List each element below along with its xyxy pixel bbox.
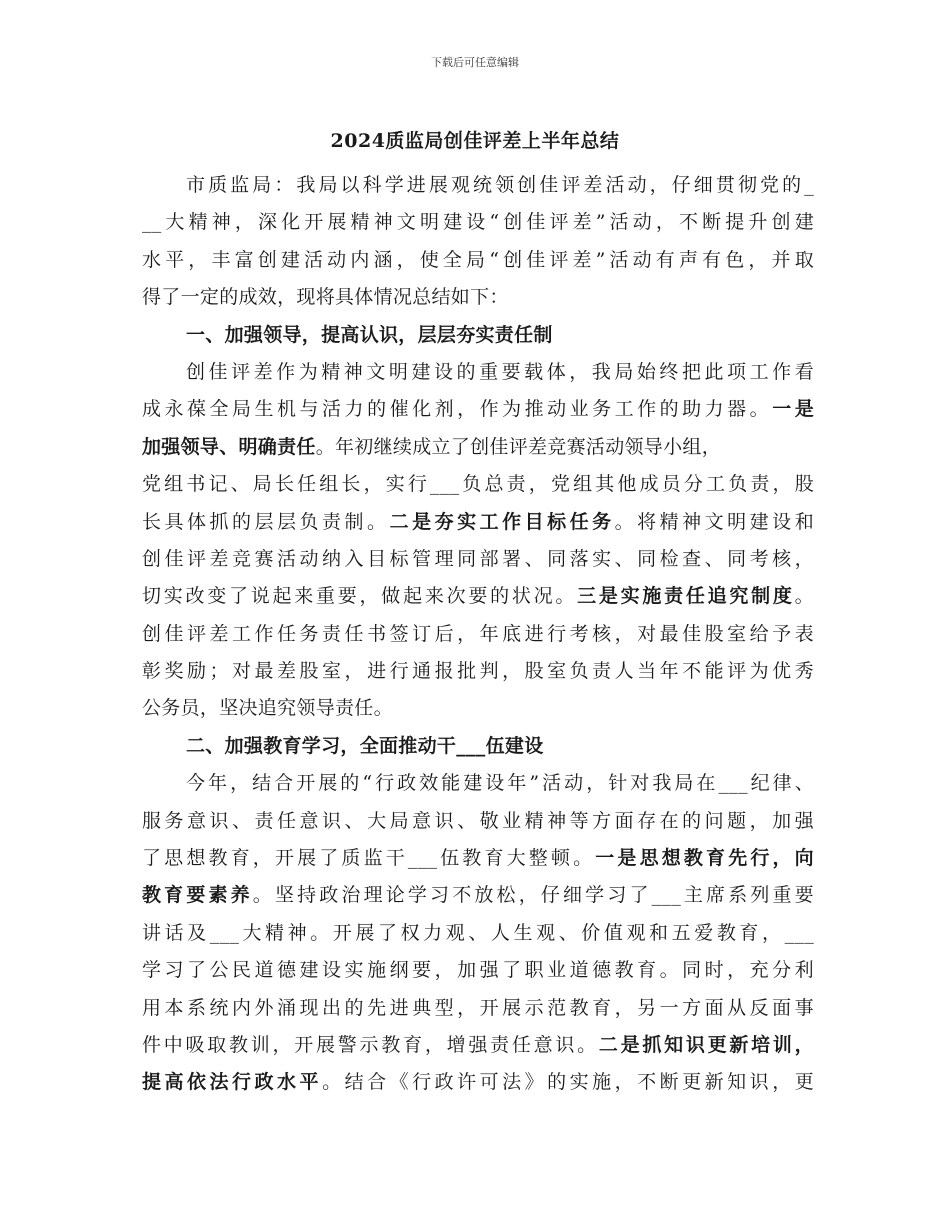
text-segment: 水平，丰富创建活动内涵，使全局“创佳评差”活动有声有色，并取 xyxy=(142,248,814,271)
text-line xyxy=(142,990,814,1027)
text-segment: 彰奖励；对最差股室，进行通报批判，股室负责人当年不能评为优秀 xyxy=(142,660,814,683)
text-segment: 讲话及___大精神。开展了权力观、人生观、价值观和五爱教育，___ xyxy=(142,921,814,944)
text-segment: 今年，结合开展的“行政效能建设年”活动，针对我局在___纪律、 xyxy=(186,772,814,795)
text-line xyxy=(142,466,814,503)
text-line xyxy=(142,578,814,615)
text-line xyxy=(142,541,814,578)
text-segment: 了思想教育，开展了质监干___伍教育大整顿。 xyxy=(142,847,596,870)
text-line xyxy=(142,803,814,840)
text-line xyxy=(142,653,814,690)
bold-text-segment: 一是思想教育先行，向 xyxy=(595,847,814,870)
text-line xyxy=(142,728,814,765)
text-segment: 创佳评差工作任务责任书签订后，年底进行考核，对最佳股室给予表 xyxy=(142,622,814,645)
text-segment: 党组书记、局长任组长，实行___负总责，党组其他成员分工负责，股 xyxy=(142,473,814,496)
bold-text-segment: 二是抓知识更新培训， xyxy=(598,1033,814,1056)
text-line xyxy=(142,840,814,877)
text-segment: 切实改变了说起来重要，做起来次要的状况。 xyxy=(142,585,578,608)
text-segment: 。 xyxy=(794,585,814,608)
text-segment: 服务意识、责任意识、大局意识、敬业精神等方面存在的问题，加强 xyxy=(142,809,814,832)
text-segment: 成永葆全局生机与活力的催化剂，作为推动业务工作的助力器。 xyxy=(142,398,773,421)
text-segment: 长具体抓的层层负责制。 xyxy=(142,510,390,533)
text-segment: 公务员，坚决追究领导责任。 xyxy=(142,697,393,720)
text-segment: 。将精神文明建设和 xyxy=(614,510,814,533)
text-segment: 学习了公民道德建设实施纲要，加强了职业道德教育。同时，充分利 xyxy=(142,959,814,982)
text-segment: 。结合《行政许可法》的实施，不断更新知识，更 xyxy=(322,1071,814,1094)
text-line xyxy=(142,616,814,653)
bold-text-segment: 教育要素养 xyxy=(142,884,253,907)
text-line xyxy=(142,504,814,541)
text-line xyxy=(142,391,814,428)
document-title: 2024质监局创佳评差上半年总结 xyxy=(330,130,620,152)
text-line xyxy=(142,354,814,391)
text-segment: 市质监局：我局以科学进展观统领创佳评差活动，仔细贯彻党的_ xyxy=(186,174,814,196)
text-line xyxy=(142,167,814,204)
text-line xyxy=(142,952,814,989)
text-line xyxy=(142,765,814,802)
text-line xyxy=(142,242,814,279)
bold-text-segment: 二、加强教育学习，全面推动干___伍建设 xyxy=(186,734,544,757)
text-segment: 。坚持政治理论学习不放松，仔细学习了___主席系列重要 xyxy=(252,884,814,907)
text-line xyxy=(142,877,814,914)
document-body xyxy=(142,167,814,1102)
text-line xyxy=(142,429,814,466)
text-segment: 创佳评差竞赛活动纳入目标管理同部署、同落实、同检查、同考核， xyxy=(142,547,814,570)
text-line xyxy=(142,279,814,316)
text-segment: __大精神，深化开展精神文明建设“创佳评差”活动，不断提升创建 xyxy=(142,211,814,234)
bold-text-segment: 二是夯实工作目标任务 xyxy=(389,510,615,533)
page-header: 下载后可任意编辑 xyxy=(431,56,519,69)
text-line xyxy=(142,317,814,354)
text-line xyxy=(142,915,814,952)
text-segment: 。年初继续成立了创佳评差竞赛活动领导小组， xyxy=(315,435,722,458)
text-segment: 创佳评差作为精神文明建设的重要载体，我局始终把此项工作看 xyxy=(186,360,814,383)
bold-text-segment: 一是 xyxy=(772,398,814,421)
bold-text-segment: 提高依法行政水平 xyxy=(142,1071,323,1094)
bold-text-segment: 加强领导、明确责任 xyxy=(142,435,316,458)
text-line xyxy=(142,690,814,727)
text-line xyxy=(142,1064,814,1101)
text-segment: 用本系统内外涌现出的先进典型，开展示范教育，另一方面从反面事 xyxy=(142,996,814,1019)
bold-text-segment: 三是实施责任追究制度 xyxy=(577,585,795,608)
text-line xyxy=(142,1027,814,1064)
bold-text-segment: 一、加强领导，提高认识，层层夯实责任制 xyxy=(186,323,553,346)
text-line xyxy=(142,204,814,241)
text-segment: 件中吸取教训，开展警示教育，增强责任意识。 xyxy=(142,1033,599,1056)
text-segment: 得了一定的成效，现将具体情况总结如下： xyxy=(142,286,509,309)
